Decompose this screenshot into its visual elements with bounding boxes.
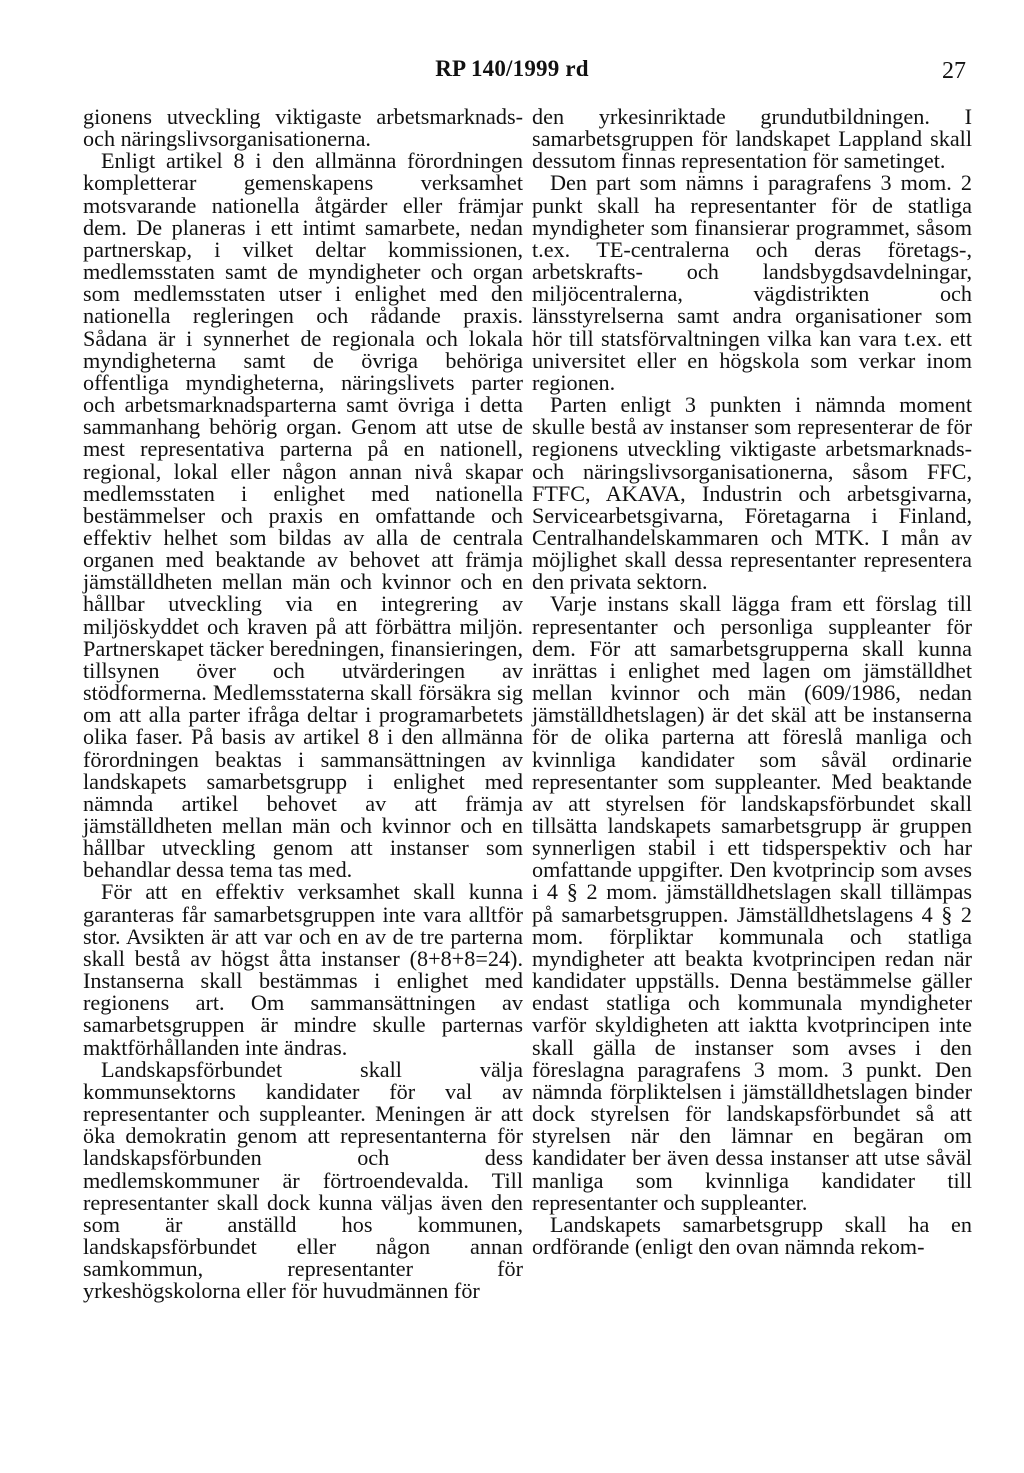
page-header <box>0 56 1024 86</box>
left-paragraph-4: Landskapsförbundet skall välja kommunsektorns kandidater för val av representanter och suppleanter. Meningen är att öka demokratin genom att representanterna för landskapsförbunden och dess medlemskommuner är förtroendevalda. Till representanter skall dock kunna väljas även den som är anställd hos kommunen, landskapsförbundet eller någon annan samkommun, representanter för yrkeshögskolorna eller för huvudmännen för <box>83 1056 523 1304</box>
right-paragraph-4: Varje instans skall lägga fram ett förslag till representanter och personliga suppleanter för dem. För att samarbetsgrupperna skall kunna inrättas i enlighet med lagen om jämställdhet mellan kvinnor och män (609/1986, nedan jämställdhetslagen) är det skäl att be instanserna för de olika parterna att föreslå manliga och kvinnliga kandidater som såväl ordinarie representanter som suppleanter. Med beaktande av att styrelsen för landskapsförbundet skall tillsätta landskapets samarbetsgrupp är gruppen synnerligen stabil i ett tidsperspektiv och har omfattande uppgifter. Den kvotprincip som avses i 4 § 2 mom. jämställdhetslagen skall tillämpas på samarbetsgruppen. Jämställdhetslagens 4 § 2 mom. förpliktar kommunala och statliga myndigheter att beakta kvotprincipen redan när kandidater uppställs. Denna bestämmelse gäller endast statliga och kommunala myndigheter varför skyldigheten att iaktta kvotprincipen inte skall gälla de instanser som avses i den föreslagna paragrafens 3 mom. 3 punkt. Den nämnda förpliktelsen i jämställdhetslagen binder dock styrelsen för landskapsförbundet så att styrelsen när den lämnar en begäran om kandidater ber även dessa instanser att utse såväl manliga som kvinnliga kandidater till representanter och suppleanter. <box>532 591 972 1215</box>
left-paragraph-1: gionens utveckling viktigaste arbetsmarknads- och näringslivsorganisationerna. <box>83 104 523 152</box>
right-paragraph-2: Den part som nämns i paragrafens 3 mom. 2 punkt skall ha representanter för de statliga myndigheter som finansierar programmet, såsom t.ex. TE-centralerna och deras företags-, arbetskrafts- och landsbygdsavdelningar, miljöcentralerna, vägdistrikten och länsstyrelserna samt andra organisationer som hör till statsförvaltningen vilka kan vara t.ex. ett universitet eller en högskola som verkar inom regionen. <box>532 170 972 395</box>
right-paragraph-1: den yrkesinriktade grundutbildningen. I samarbetsgruppen för landskapet Lappland skall dessutom finnas representation för sametinget. <box>532 104 972 174</box>
right-paragraph-3: Parten enligt 3 punkten i nämnda moment skulle bestå av instanser som representerar de för regionens utveckling viktigaste arbetsmarknads- och näringslivsorganisationerna, såsom FFC, FTFC, AKAVA, Industrin och arbetsgivarna, Servicearbetsgivarna, Företagarna i Finland, Centralhandelskammaren och MTK. I mån av möjlighet skall dessa representanter representera den privata sektorn. <box>532 392 972 595</box>
left-column <box>83 106 523 1302</box>
running-head: RP 140/1999 rd <box>435 56 589 81</box>
left-paragraph-2: Enligt artikel 8 i den allmänna förordningen kompletterar gemenskapens verksamhet motsvarande nationella åtgärder eller främjar dem. De planeras i ett intimt samarbete, nedan partnerskap, i vilket deltar kommissionen, medlemsstaten samt de myndigheter och organ som medlemsstaten utser i enlighet med den nationella regleringen och rådande praxis. Sådana är i synnerhet de regionala och lokala myndigheterna samt de övriga behöriga offentliga myndigheterna, näringslivets parter och arbetsmarknadsparterna samt övriga i detta sammanhang behörig organ. Genom att utse de mest representativa parterna på en nationell, regional, lokal eller någon annan nivå skapar medlemsstaten i enlighet med nationella bestämmelser och praxis en omfattande och effektiv helhet som bildas av alla de centrala organen med beaktande av behovet att främja jämställdheten mellan män och kvinnor och en hållbar utveckling via en integrering av miljöskyddet och kraven på att förbättra miljön. Partnerskapet täcker beredningen, finansieringen, tillsynen över och utvärderingen av stödformerna. Medlemsstaterna skall försäkra sig om att alla parter ifråga deltar i programarbetets olika faser. På basis av artikel 8 i den allmänna förordningen beaktas i sammansättningen av landskapets samarbetsgrupp i enlighet med nämnda artikel behovet av att främja jämställdheten mellan män och kvinnor och en hållbar utveckling genom att instanser som behandlar dessa tema tas med. <box>83 148 523 883</box>
page-number: 27 <box>942 58 966 84</box>
left-paragraph-3: För att en effektiv verksamhet skall kunna garanteras får samarbetsgruppen inte vara alltför stor. Avsikten är att var och en av de tre parterna skall bestå av högst åtta instanser (8+8+8=24). Instanserna skall bestämmas i enlighet med regionens art. Om sammansättningen av samarbetsgruppen är mindre skulle parternas maktförhållanden inte ändras. <box>83 879 523 1060</box>
right-paragraph-5: Landskapets samarbetsgrupp skall ha en ordförande (enligt den ovan nämnda rekom- <box>532 1211 972 1259</box>
right-column <box>532 106 972 1258</box>
